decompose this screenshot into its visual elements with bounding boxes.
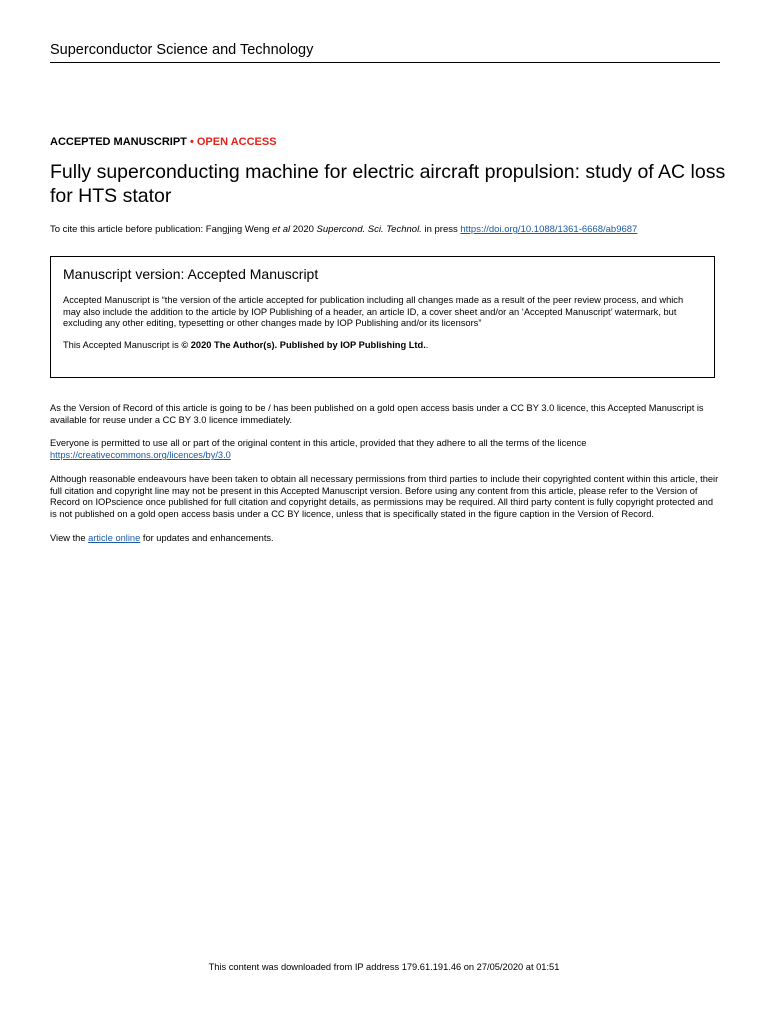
status-separator: • <box>186 136 197 148</box>
citation-prefix: To cite this article before publication: Fangjing Weng <box>50 224 273 235</box>
citation-journal: Supercond. Sci. Technol. <box>316 224 422 235</box>
citation-line <box>50 224 740 235</box>
licence-notes <box>50 403 722 556</box>
reuse-text: Everyone is permitted to use all or part of the original content in this article, provided that they adhere to all the terms of the licence <box>50 438 587 449</box>
manuscript-status <box>50 136 277 148</box>
view-online-after: for updates and enhancements. <box>140 532 274 543</box>
copyright-prefix: This Accepted Manuscript is <box>63 340 182 351</box>
licence-link[interactable]: https://creativecommons.org/licences/by/3.0 <box>50 450 231 461</box>
copyright-statement <box>63 340 702 352</box>
licence-paragraph: As the Version of Record of this article is going to be / has been published on a gold open access basis under a CC BY 3.0 licence, this Accepted Manuscript is available for reuse under a CC BY 3.0 licence immediately. <box>50 403 704 425</box>
accepted-manuscript-label: ACCEPTED MANUSCRIPT <box>50 136 187 148</box>
doi-link[interactable]: https://doi.org/10.1088/1361-6668/ab9687 <box>460 224 638 235</box>
reuse-paragraph <box>50 438 722 461</box>
copyright-holder: © 2020 The Author(s). Published by IOP Publishing Ltd. <box>181 340 426 351</box>
box-heading: Manuscript version: Accepted Manuscript <box>63 266 319 282</box>
accepted-manuscript-definition: Accepted Manuscript is “the version of the article accepted for publication including all changes made as a result of the peer review process, and which may also include the addition to the article by IOP Publishing of a header, an article ID, a cover sheet and/or an ‘Accepted Manuscript’ watermark, but excluding any other editing, typesetting or other changes made by IOP Publishing and/or its licensors” <box>63 295 684 329</box>
article-online-link[interactable]: article online <box>88 532 141 543</box>
permissions-paragraph: Although reasonable endeavours have been taken to obtain all necessary permissions from third parties to include their copyrighted content within this article, their full citation and copyright line may not be present in this Accepted Manuscript version. Before using any content from this article, please refer to the Version of Record on IOPscience once published for full citation and copyright details, as permissions may be required. All third party content is fully copyright protected and is not published on a gold open access basis under a CC BY licence, unless that is specifically stated in the figure caption in the Version of Record. <box>50 473 719 519</box>
download-footer: This content was downloaded from IP address 179.61.191.46 on 27/05/2020 at 01:51 <box>208 962 560 972</box>
citation-in-press: in press <box>421 224 461 235</box>
journal-name: Superconductor Science and Technology <box>50 42 720 63</box>
citation-et-al: et al <box>272 224 291 235</box>
view-online-before: View the <box>50 532 89 543</box>
view-online-paragraph <box>50 533 722 545</box>
open-access-label: OPEN ACCESS <box>196 136 277 148</box>
manuscript-version-box <box>50 256 715 378</box>
copyright-suffix: . <box>425 340 429 351</box>
article-title: Fully superconducting machine for electric aircraft propulsion: study of AC loss for HTS stator <box>50 161 726 207</box>
citation-year: 2020 <box>290 224 317 235</box>
